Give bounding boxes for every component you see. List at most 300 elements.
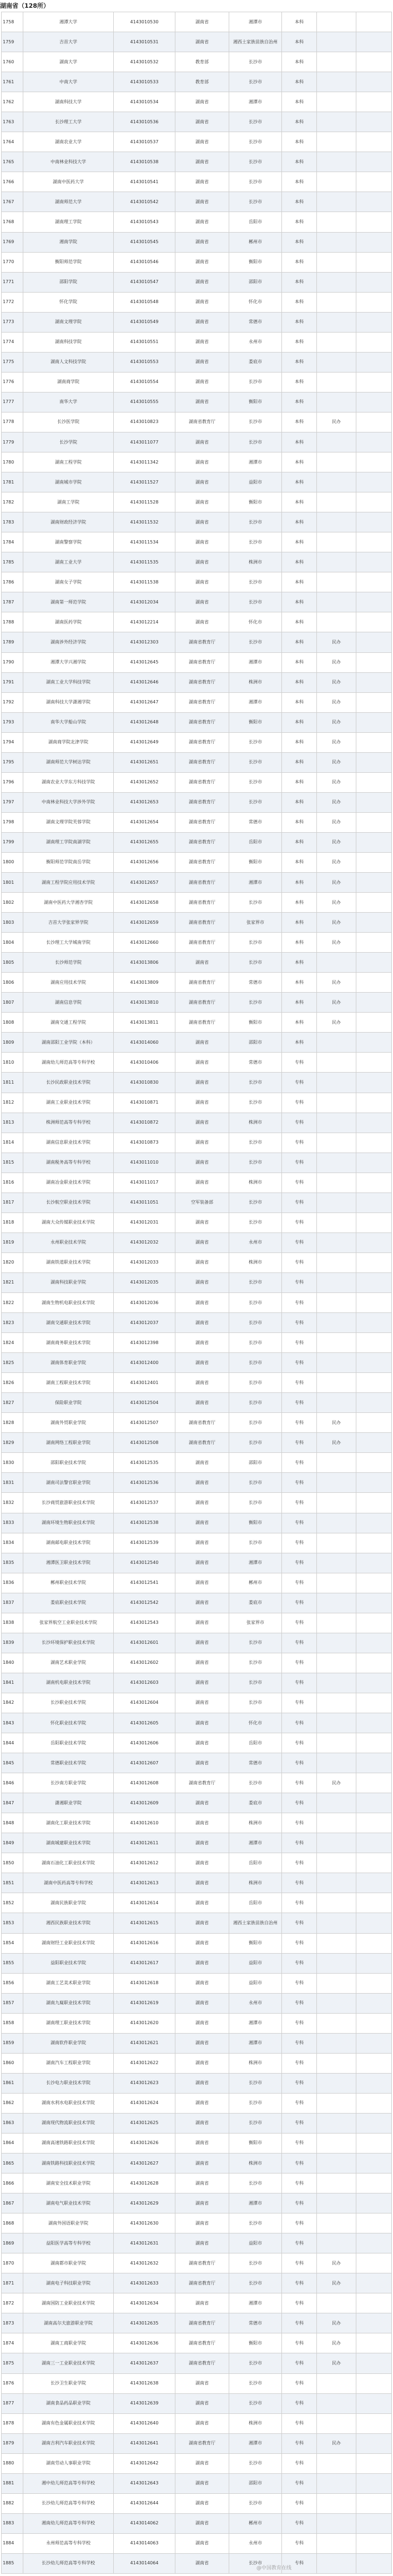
table-row: [2, 132, 392, 152]
institution-code: 4143010830: [114, 1073, 175, 1093]
note: [317, 1212, 356, 1232]
institution-name: 湖南科技大学: [23, 92, 114, 112]
row-number: 1885: [2, 2553, 23, 2573]
location-city: 长沙市: [229, 1293, 282, 1313]
authority: 湖南省教育厅: [175, 893, 229, 913]
row-number: 1854: [2, 1933, 23, 1953]
row-number: 1776: [2, 372, 23, 392]
table-row: [2, 112, 392, 132]
location-city: 长沙市: [229, 1473, 282, 1493]
table-row: [2, 1033, 392, 1053]
authority: 湖南省: [175, 1252, 229, 1272]
institution-name: 长沙航空职业技术学院: [23, 1193, 114, 1212]
education-level: 专科: [282, 1813, 317, 1833]
institution-code: 4143010541: [114, 172, 175, 192]
education-level: 本科: [282, 32, 317, 52]
row-number: 1801: [2, 873, 23, 893]
authority: 教育部: [175, 72, 229, 92]
authority: 湖南省: [175, 1653, 229, 1673]
authority: 湖南省: [175, 172, 229, 192]
institution-code: 4143012036: [114, 1293, 175, 1313]
empty-cell: [356, 452, 392, 472]
row-number: 1786: [2, 572, 23, 592]
row-number: 1858: [2, 2013, 23, 2033]
education-level: 专科: [282, 1333, 317, 1353]
row-number: 1849: [2, 1833, 23, 1853]
institution-code: 4143012621: [114, 2033, 175, 2053]
note: [317, 32, 356, 52]
row-number: 1864: [2, 2133, 23, 2153]
institution-name: 娄底职业技术学院: [23, 1593, 114, 1613]
row-number: 1810: [2, 1053, 23, 1073]
table-row: [2, 2353, 392, 2373]
table-row: [2, 192, 392, 212]
education-level: 专科: [282, 1313, 317, 1333]
location-city: 长沙市: [229, 52, 282, 72]
institution-code: 4143012631: [114, 2233, 175, 2253]
table-row: [2, 712, 392, 732]
location-city: 长沙市: [229, 2373, 282, 2393]
note: [317, 92, 356, 112]
institution-name: 湖南女子学院: [23, 572, 114, 592]
row-number: 1857: [2, 1993, 23, 2013]
institution-code: 4143012619: [114, 1993, 175, 2013]
education-level: 专科: [282, 1053, 317, 1073]
education-level: 专科: [282, 1973, 317, 1993]
note: [317, 252, 356, 272]
institution-code: 4143010871: [114, 1093, 175, 1113]
note: [317, 1633, 356, 1653]
authority: 湖南省: [175, 372, 229, 392]
table-row: [2, 832, 392, 852]
education-level: 本科: [282, 692, 317, 712]
institution-name: 湖南理工职业技术学院: [23, 2013, 114, 2033]
authority: 湖南省: [175, 332, 229, 352]
row-number: 1843: [2, 1713, 23, 1733]
education-level: 本科: [282, 612, 317, 632]
institution-code: 4143012640: [114, 2413, 175, 2433]
empty-cell: [356, 1973, 392, 1993]
empty-cell: [356, 1393, 392, 1413]
table-row: [2, 2513, 392, 2533]
row-number: 1880: [2, 2453, 23, 2473]
institution-name: 湖南软件职业学院: [23, 2033, 114, 2053]
education-level: 专科: [282, 1653, 317, 1673]
row-number: 1817: [2, 1193, 23, 1212]
institution-code: 4143012611: [114, 1833, 175, 1853]
empty-cell: [356, 552, 392, 572]
empty-cell: [356, 2293, 392, 2313]
institution-code: 4143012535: [114, 1453, 175, 1473]
empty-cell: [356, 953, 392, 973]
note: [317, 1653, 356, 1673]
table-row: [2, 1513, 392, 1533]
table-row: [2, 732, 392, 752]
location-city: 邵阳市: [229, 272, 282, 292]
institution-code: 4143012624: [114, 2093, 175, 2113]
empty-cell: [356, 993, 392, 1013]
note: 民办: [317, 412, 356, 432]
note: [317, 572, 356, 592]
authority: 湖南省: [175, 2093, 229, 2113]
institution-code: 4143014063: [114, 2533, 175, 2553]
education-level: 专科: [282, 1212, 317, 1232]
institution-name: 湖南网络工程职业学院: [23, 1433, 114, 1453]
institution-name: 益阳医学高等专科学校: [23, 2233, 114, 2253]
education-level: 本科: [282, 953, 317, 973]
education-level: 专科: [282, 1073, 317, 1093]
institution-code: 4143012643: [114, 2473, 175, 2493]
location-city: 益阳市: [229, 1973, 282, 1993]
institution-name: 长沙幼儿师范高等专科学校: [23, 2553, 114, 2573]
empty-cell: [356, 292, 392, 312]
authority: 湖南省: [175, 1272, 229, 1292]
institution-code: 4143012617: [114, 1953, 175, 1973]
row-number: 1884: [2, 2533, 23, 2553]
table-row: [2, 1113, 392, 1133]
institution-name: 湖南税务高等专科学校: [23, 1153, 114, 1173]
table-row: [2, 1393, 392, 1413]
empty-cell: [356, 1373, 392, 1393]
row-number: 1785: [2, 552, 23, 572]
note: [317, 152, 356, 172]
location-city: 长沙市: [229, 72, 282, 92]
location-city: 湘西土家族苗族自治州: [229, 1913, 282, 1933]
empty-cell: [356, 2533, 392, 2553]
row-number: 1882: [2, 2493, 23, 2513]
table-row: [2, 1293, 392, 1313]
table-row: [2, 1232, 392, 1252]
institution-code: 4143010532: [114, 52, 175, 72]
empty-cell: [356, 2413, 392, 2433]
row-number: 1871: [2, 2273, 23, 2293]
row-number: 1795: [2, 752, 23, 772]
note: [317, 1673, 356, 1693]
authority: 湖南省: [175, 1473, 229, 1493]
note: [317, 472, 356, 492]
institution-name: 湖南汽车工程职业学院: [23, 2053, 114, 2073]
empty-cell: [356, 1793, 392, 1813]
empty-cell: [356, 2193, 392, 2213]
note: [317, 2193, 356, 2213]
row-number: 1788: [2, 612, 23, 632]
empty-cell: [356, 1033, 392, 1053]
note: 民办: [317, 832, 356, 852]
authority: 湖南省教育厅: [175, 672, 229, 692]
location-city: 湘潭市: [229, 92, 282, 112]
education-level: 专科: [282, 2013, 317, 2033]
note: [317, 1272, 356, 1292]
authority: 湖南省: [175, 953, 229, 973]
empty-cell: [356, 1853, 392, 1873]
empty-cell: [356, 372, 392, 392]
institution-code: 4143012636: [114, 2333, 175, 2353]
institution-code: 4143011528: [114, 492, 175, 512]
institution-code: 4143012652: [114, 772, 175, 792]
row-number: 1860: [2, 2053, 23, 2073]
institution-name: 湖南幼儿师范高等专科学校: [23, 1053, 114, 1073]
empty-cell: [356, 92, 392, 112]
authority: 湖南省教育厅: [175, 852, 229, 872]
authority: 湖南省: [175, 1673, 229, 1693]
institution-name: 南华大学船山学院: [23, 712, 114, 732]
location-city: 湘潭市: [229, 692, 282, 712]
education-level: 专科: [282, 1773, 317, 1793]
education-level: 专科: [282, 2193, 317, 2213]
institution-name: 衡阳师范学院: [23, 252, 114, 272]
institution-code: 4143012541: [114, 1573, 175, 1593]
table-row: [2, 1653, 392, 1673]
table-row: [2, 1633, 392, 1653]
institution-name: 湖南工程职业技术学院: [23, 1373, 114, 1393]
table-row: [2, 472, 392, 492]
table-row: [2, 1593, 392, 1613]
institution-code: 4143012633: [114, 2273, 175, 2293]
authority: 湖南省: [175, 2113, 229, 2133]
row-number: 1853: [2, 1913, 23, 1933]
location-city: 长沙市: [229, 1133, 282, 1153]
education-level: 专科: [282, 2533, 317, 2553]
institution-code: 4143010872: [114, 1113, 175, 1133]
note: 民办: [317, 2353, 356, 2373]
row-number: 1874: [2, 2333, 23, 2353]
location-city: 长沙市: [229, 1272, 282, 1292]
note: [317, 72, 356, 92]
row-number: 1829: [2, 1433, 23, 1453]
empty-cell: [356, 1553, 392, 1573]
institution-code: 4143012037: [114, 1313, 175, 1333]
table-row: [2, 1093, 392, 1113]
table-row: [2, 212, 392, 232]
education-level: 专科: [282, 2373, 317, 2393]
institution-name: 湖南医药学院: [23, 612, 114, 632]
row-number: 1846: [2, 1773, 23, 1793]
institution-name: 湖南劳动人事职业学院: [23, 2453, 114, 2473]
institution-code: 4143010555: [114, 392, 175, 412]
location-city: 长沙市: [229, 2493, 282, 2513]
table-row: [2, 2053, 392, 2073]
row-number: 1778: [2, 412, 23, 432]
institution-name: 邵阳学院: [23, 272, 114, 292]
authority: 湖南省: [175, 1933, 229, 1953]
authority: 湖南省: [175, 2053, 229, 2073]
institution-name: 湖南城市学院: [23, 472, 114, 492]
table-row: [2, 1493, 392, 1513]
authority: 湖南省: [175, 472, 229, 492]
institution-code: 4143014060: [114, 1033, 175, 1053]
row-number: 1838: [2, 1613, 23, 1633]
empty-cell: [356, 2133, 392, 2153]
institution-code: 4143012401: [114, 1373, 175, 1393]
note: [317, 1993, 356, 2013]
authority: 湖南省教育厅: [175, 873, 229, 893]
row-number: 1809: [2, 1033, 23, 1053]
location-city: 衡阳市: [229, 1013, 282, 1033]
row-number: 1799: [2, 832, 23, 852]
table-row: [2, 2493, 392, 2513]
location-city: 长沙市: [229, 953, 282, 973]
institution-code: 4143010551: [114, 332, 175, 352]
empty-cell: [356, 112, 392, 132]
authority: 湖南省: [175, 212, 229, 232]
empty-cell: [356, 2513, 392, 2533]
row-number: 1873: [2, 2313, 23, 2333]
empty-cell: [356, 1173, 392, 1193]
empty-cell: [356, 1733, 392, 1753]
institution-code: 4143012543: [114, 1613, 175, 1633]
education-level: 专科: [282, 1513, 317, 1533]
authority: 湖南省: [175, 352, 229, 372]
institution-name: 湖南农业大学东方科技学院: [23, 772, 114, 792]
institution-code: 4143012615: [114, 1913, 175, 1933]
education-level: 本科: [282, 112, 317, 132]
row-number: 1830: [2, 1453, 23, 1473]
row-number: 1806: [2, 973, 23, 993]
location-city: 湘潭市: [229, 12, 282, 32]
authority: 湖南省: [175, 1153, 229, 1173]
row-number: 1760: [2, 52, 23, 72]
empty-cell: [356, 2373, 392, 2393]
empty-cell: [356, 352, 392, 372]
table-row: [2, 772, 392, 792]
note: [317, 1252, 356, 1272]
table-row: [2, 392, 392, 412]
row-number: 1862: [2, 2093, 23, 2113]
row-number: 1802: [2, 893, 23, 913]
empty-cell: [356, 1473, 392, 1493]
authority: 湖南省教育厅: [175, 1413, 229, 1433]
empty-cell: [356, 692, 392, 712]
table-row: [2, 1053, 392, 1073]
education-level: 本科: [282, 873, 317, 893]
authority: 湖南省: [175, 2154, 229, 2174]
location-city: 怀化市: [229, 1713, 282, 1733]
institution-code: 4143012653: [114, 792, 175, 812]
note: [317, 1513, 356, 1533]
location-city: 邵阳市: [229, 1033, 282, 1053]
education-level: 本科: [282, 832, 317, 852]
location-city: 株洲市: [229, 1873, 282, 1893]
empty-cell: [356, 572, 392, 592]
education-level: 本科: [282, 192, 317, 212]
institution-code: 4143012536: [114, 1473, 175, 1493]
institution-name: 湖南文理学院芙蓉学院: [23, 812, 114, 832]
row-number: 1787: [2, 592, 23, 612]
institution-name: 中南林业科技大学涉外学院: [23, 792, 114, 812]
institution-code: 4143012626: [114, 2133, 175, 2153]
row-number: 1832: [2, 1493, 23, 1513]
table-row: [2, 1853, 392, 1873]
institution-code: 4143013809: [114, 973, 175, 993]
location-city: 益阳市: [229, 2233, 282, 2253]
authority: 湖南省: [175, 2453, 229, 2473]
empty-cell: [356, 1773, 392, 1793]
institution-name: 湖南外国语职业学院: [23, 2213, 114, 2233]
empty-cell: [356, 2154, 392, 2174]
row-number: 1791: [2, 672, 23, 692]
empty-cell: [356, 1573, 392, 1593]
table-row: [2, 1793, 392, 1813]
education-level: 专科: [282, 1373, 317, 1393]
row-number: 1827: [2, 1393, 23, 1413]
empty-cell: [356, 192, 392, 212]
institution-code: 4143012641: [114, 2433, 175, 2453]
row-number: 1808: [2, 1013, 23, 1033]
table-row: [2, 1013, 392, 1033]
education-level: 专科: [282, 1252, 317, 1272]
note: [317, 592, 356, 612]
table-row: [2, 2273, 392, 2293]
empty-cell: [356, 1653, 392, 1673]
education-level: 专科: [282, 1293, 317, 1313]
row-number: 1819: [2, 1232, 23, 1252]
note: [317, 2093, 356, 2113]
education-level: 本科: [282, 472, 317, 492]
authority: 湖南省: [175, 1373, 229, 1393]
institution-name: 湖南农业大学: [23, 132, 114, 152]
institution-name: 南华大学: [23, 392, 114, 412]
location-city: 衡阳市: [229, 2333, 282, 2353]
education-level: 专科: [282, 2293, 317, 2313]
education-level: 专科: [282, 1753, 317, 1773]
location-city: 长沙市: [229, 1353, 282, 1373]
table-row: [2, 1272, 392, 1292]
row-number: 1768: [2, 212, 23, 232]
table-row: [2, 893, 392, 913]
authority: 湖南省: [175, 2174, 229, 2193]
note: [317, 2473, 356, 2493]
table-row: [2, 172, 392, 192]
row-number: 1774: [2, 332, 23, 352]
authority: 湖南省: [175, 1713, 229, 1733]
institution-name: 吉首大学张家界学院: [23, 913, 114, 933]
empty-cell: [356, 933, 392, 953]
authority: 湖南省教育厅: [175, 933, 229, 953]
location-city: 长沙市: [229, 732, 282, 752]
empty-cell: [356, 1633, 392, 1653]
institution-name: 湖南都市职业学院: [23, 2253, 114, 2273]
authority: 湖南省教育厅: [175, 792, 229, 812]
row-number: 1859: [2, 2033, 23, 2053]
location-city: 湘潭市: [229, 652, 282, 672]
institution-name: 长沙南方职业学院: [23, 1773, 114, 1793]
education-level: 本科: [282, 993, 317, 1013]
row-number: 1759: [2, 32, 23, 52]
institution-name: 湖南商务职业技术学院: [23, 1333, 114, 1353]
table-row: [2, 12, 392, 32]
authority: 湖南省: [175, 1973, 229, 1993]
institution-code: 4143014062: [114, 2513, 175, 2533]
authority: 湖南省: [175, 192, 229, 212]
table-row: [2, 2433, 392, 2453]
education-level: 本科: [282, 492, 317, 512]
table-row: [2, 752, 392, 772]
empty-cell: [356, 672, 392, 692]
education-level: 本科: [282, 552, 317, 572]
education-level: 本科: [282, 1013, 317, 1033]
note: 民办: [317, 672, 356, 692]
empty-cell: [356, 1753, 392, 1773]
location-city: 永州市: [229, 332, 282, 352]
empty-cell: [356, 72, 392, 92]
location-city: 岳阳市: [229, 1733, 282, 1753]
empty-cell: [356, 2453, 392, 2473]
institution-name: 湖南安全技术职业学院: [23, 2174, 114, 2193]
education-level: 本科: [282, 712, 317, 732]
empty-cell: [356, 2233, 392, 2253]
table-row: [2, 572, 392, 592]
authority: 湖南省: [175, 1033, 229, 1053]
